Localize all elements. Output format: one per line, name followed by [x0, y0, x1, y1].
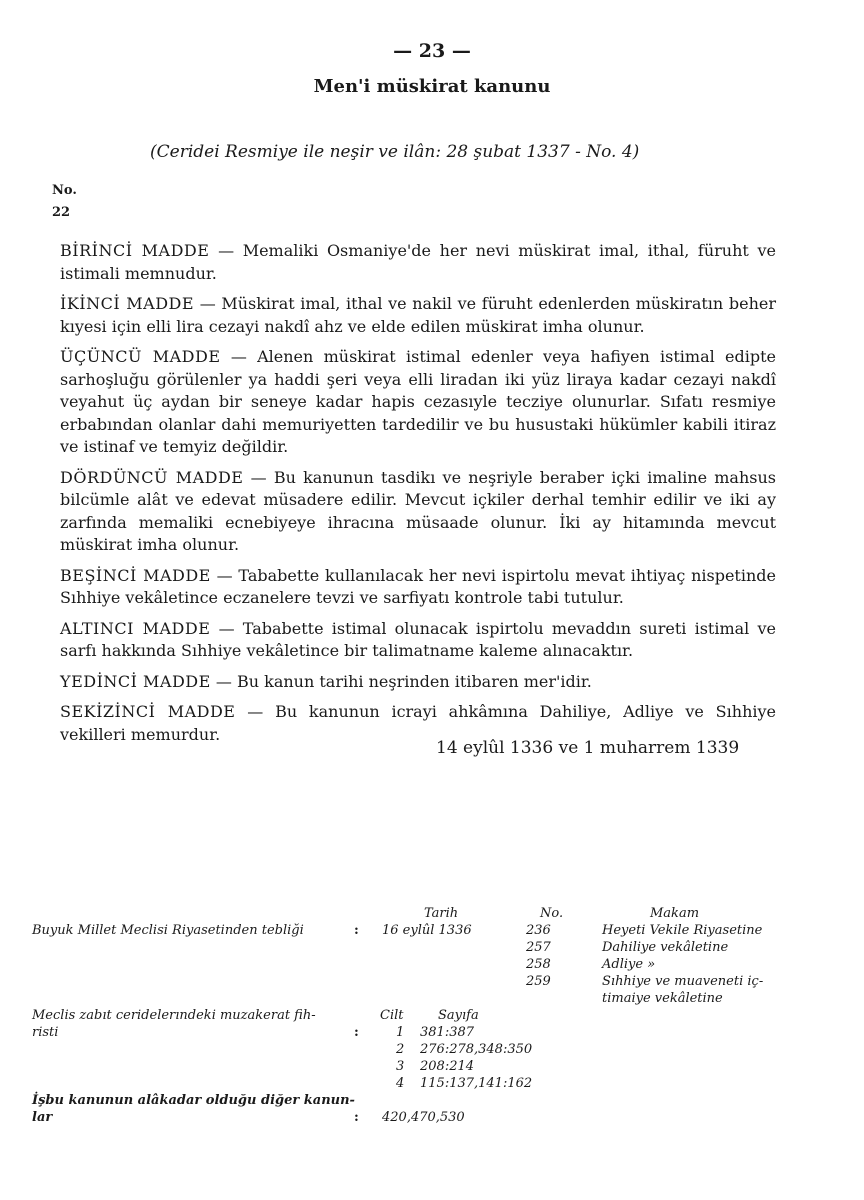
- law-number-label: No.: [52, 183, 77, 198]
- references-table: [32, 905, 812, 1126]
- related-laws-label-continued: lar: [32, 1110, 53, 1125]
- signature-date: 14 eylûl 1336 ve 1 muharrem 1339: [436, 738, 740, 758]
- colon: :: [354, 1025, 359, 1040]
- article-7: [60, 671, 776, 694]
- communication-row: [32, 990, 812, 1007]
- article-heading: İKİNCİ MADDE: [60, 294, 195, 313]
- sayfa-value: 276:278,348:350: [420, 1042, 533, 1057]
- communication-label: Buyuk Millet Meclisi Riyasetinden tebliği: [32, 923, 304, 938]
- cilt-value: 4: [396, 1076, 405, 1091]
- minutes-label: Meclis zabıt ceridelerındeki muzakerat fih-: [32, 1008, 316, 1023]
- article-text: — Müskirat imal, ithal ve nakil ve füruht edenlerden müskiratın beher kıyesi için elli lira cezayi nakdî ahz ve elde edilen müskirat imha olunur.: [60, 294, 776, 336]
- communication-date: 16 eylûl 1336: [382, 923, 472, 938]
- law-number: [52, 180, 77, 224]
- colon: :: [354, 923, 359, 938]
- entry-no: 258: [526, 957, 551, 972]
- communication-row: [32, 973, 812, 990]
- related-laws-label: İşbu kanunun alâkadar olduğu diğer kanun-: [32, 1093, 355, 1108]
- communication-row: [32, 939, 812, 956]
- article-heading: BEŞİNCİ MADDE: [60, 565, 211, 585]
- article-heading: ÜÇÜNCÜ MADDE: [60, 347, 221, 366]
- entry-makam: Adliye »: [602, 957, 656, 972]
- page-title: Men'i müskirat kanunu: [313, 76, 551, 97]
- sayfa-value: 208:214: [420, 1059, 475, 1074]
- article-text: — Bu kanunun icrayi ahkâmına Dahiliye, Adliye ve Sıhhiye vekilleri memurdur.: [60, 702, 776, 744]
- article-heading: YEDİNCİ MADDE: [60, 671, 211, 691]
- minutes-row: [32, 1058, 812, 1075]
- article-text: — Alenen müskirat istimal edenler veya hafiyen istimal edipte sarhoşluğu görülenler ya haddi şeri veya elli liradan iki yüz liraya kadar cezayi nakdî veyahut üç aydan bir seneye kadar hapis cezasıyle tecziye olunurlar. Sıfatı resmiye erbabından olanlar dahi memuriyetten tardedilir ve bu husustaki hükümler kabili itiraz ve istinaf ve temyiz değildir.: [60, 347, 777, 456]
- article-heading: BİRİNCİ MADDE: [60, 241, 210, 260]
- no-header: No.: [540, 906, 564, 921]
- article-text: — Tababette istimal olunacak ispirtolu mevaddın sureti istimal ve sarfı hakkında Sıhhiye vekâletince bir talimatname kaleme alınacaktır.: [60, 618, 776, 660]
- law-body: [60, 240, 776, 754]
- communication-row: [32, 922, 812, 939]
- page-number: — 23 —: [393, 40, 471, 62]
- article-1: [60, 240, 776, 285]
- communication-row: [32, 956, 812, 973]
- article-text: — Tababette kullanılacak her nevi ispirtolu mevat ihtiyaç nispetinde Sıhhiye vekâletince eczanelere tevzi ve sarfiyatı kontrole tabi tutulur.: [60, 565, 776, 607]
- entry-no: 257: [526, 940, 551, 955]
- article-heading: DÖRDÜNCÜ MADDE: [60, 467, 244, 487]
- article-text: — Bu kanun tarihi neşrinden itibaren mer'idir.: [215, 671, 592, 691]
- minutes-row: [32, 1041, 812, 1058]
- makam-header: Makam: [650, 906, 700, 921]
- sayfa-header: Sayıfa: [438, 1008, 479, 1023]
- related-laws-value: 420,470,530: [382, 1110, 465, 1125]
- law-number-value: 22: [52, 205, 71, 220]
- entry-makam: Dahiliye vekâletine: [602, 940, 729, 955]
- article-5: [60, 565, 776, 610]
- entry-no: 259: [526, 974, 551, 989]
- cilt-value: 1: [396, 1025, 405, 1040]
- related-laws-row: [32, 1092, 812, 1109]
- entry-makam: Heyeti Vekile Riyasetine: [602, 923, 763, 938]
- article-heading: ALTINCI MADDE: [60, 618, 211, 638]
- publication-note: (Ceridei Resmiye ile neşir ve ilân: 28 şubat 1337 - No. 4): [150, 142, 640, 162]
- article-6: [60, 618, 776, 663]
- minutes-label-continued: risti: [32, 1025, 59, 1040]
- article-heading: SEKİZİNCİ MADDE: [60, 702, 236, 721]
- article-text: — Bu kanunun tasdikı ve neşriyle beraber içki imaline mahsus bilcümle alât ve edevat müsadere edilir. Mevcut içkiler derhal temhir edilir ve iki ay zarfında memaliki ecnebiyeye ihracına müsaade olunur. İki ay hitamında mevcut müskirat imha olunur.: [60, 467, 777, 554]
- article-2: [60, 293, 776, 338]
- minutes-row: [32, 1024, 812, 1041]
- article-text: — Memaliki Osmaniye'de her nevi müskirat imal, ithal, füruht ve istimali memnudur.: [60, 241, 776, 283]
- cilt-value: 3: [396, 1059, 405, 1074]
- minutes-row: [32, 1007, 812, 1024]
- tarih-header: Tarih: [424, 906, 459, 921]
- entry-no: 236: [526, 923, 551, 938]
- colon: :: [354, 1110, 359, 1125]
- cilt-header: Cilt: [380, 1008, 404, 1023]
- cilt-value: 2: [396, 1042, 405, 1057]
- entry-makam-continued: timaiye vekâletine: [602, 991, 723, 1006]
- references-header-row: [32, 905, 812, 922]
- entry-makam: Sıhhiye ve muaveneti iç-: [602, 974, 764, 989]
- article-3: [60, 346, 776, 459]
- sayfa-value: 381:387: [420, 1025, 475, 1040]
- sayfa-value: 115:137,141:162: [420, 1076, 533, 1091]
- related-laws-row: [32, 1109, 812, 1126]
- article-4: [60, 467, 776, 557]
- minutes-row: [32, 1075, 812, 1092]
